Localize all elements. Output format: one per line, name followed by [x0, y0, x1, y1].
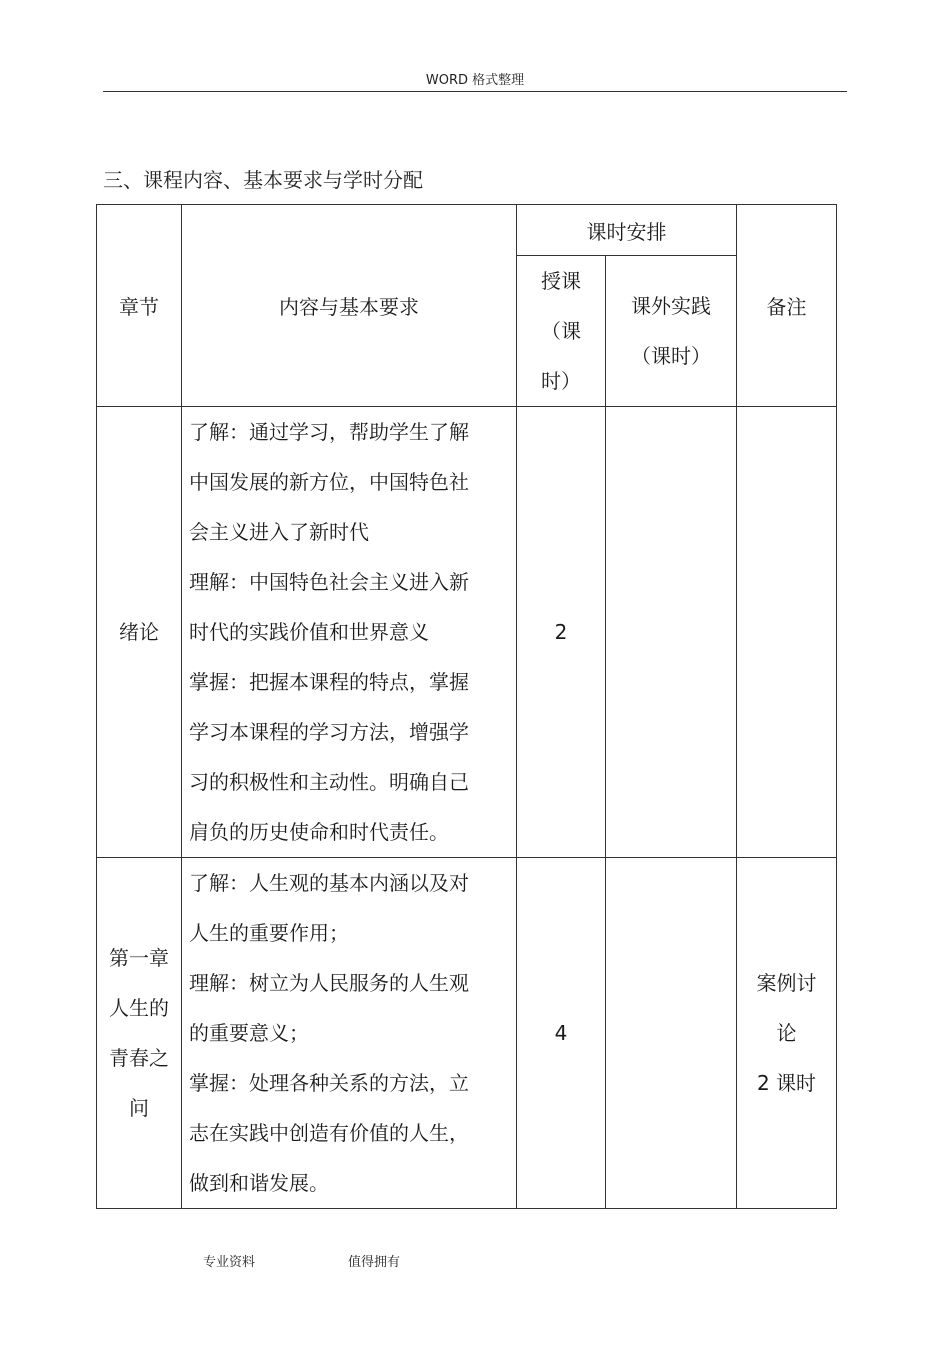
table-header-row [97, 205, 837, 256]
content-line: 的重要意义； [189, 1021, 309, 1045]
chapter-line: 青春之 [109, 1046, 169, 1070]
row-content [182, 858, 517, 1209]
row-remarks [737, 858, 837, 1209]
row-lecture-hours: 2 [517, 407, 606, 858]
header-lecture-line: 时） [541, 369, 581, 393]
row-content [182, 407, 517, 858]
footer-left-text: 专业资料 [203, 1255, 256, 1270]
content-line: 志在实践中创造有价值的人生， [189, 1121, 469, 1145]
header-content: 内容与基本要求 [182, 205, 517, 407]
content-line: 人生的重要作用； [189, 921, 349, 945]
content-line: 肩负的历史使命和时代责任。 [189, 820, 449, 844]
header-practice [606, 256, 737, 407]
content-line: 了解：人生观的基本内涵以及对 [189, 871, 469, 895]
content-line: 理解：树立为人民服务的人生观 [189, 971, 469, 995]
chapter-line: 人生的 [109, 996, 169, 1020]
row-chapter [97, 858, 182, 1209]
header-divider [103, 91, 847, 92]
table-row [97, 858, 837, 1209]
header-hours-group: 课时安排 [517, 205, 737, 256]
row-lecture-hours: 4 [517, 858, 606, 1209]
remarks-line: 论 [776, 1021, 797, 1045]
table-row [97, 407, 837, 858]
header-lecture [517, 256, 606, 407]
content-line: 掌握：处理各种关系的方法，立 [189, 1071, 469, 1095]
row-chapter [97, 407, 182, 858]
row-remarks [737, 407, 837, 858]
content-line: 中国发展的新方位，中国特色社 [189, 470, 469, 494]
course-schedule-table [96, 204, 837, 1209]
header-lecture-line: （课 [541, 319, 581, 343]
header-practice-line: 课外实践 [631, 294, 711, 318]
footer-right-text: 值得拥有 [348, 1255, 401, 1270]
header-chapter: 章节 [97, 205, 182, 407]
content-line: 掌握：把握本课程的特点，掌握 [189, 670, 469, 694]
content-line: 习的积极性和主动性。明确自己 [189, 770, 469, 794]
section-title: 三、课程内容、基本要求与学时分配 [103, 168, 423, 192]
header-lecture-line: 授课 [541, 269, 581, 293]
row-practice-hours [606, 858, 737, 1209]
content-line: 理解：中国特色社会主义进入新 [189, 570, 469, 594]
content-line: 时代的实践价值和世界意义 [189, 620, 429, 644]
page-header: WORD 格式整理 [425, 73, 525, 88]
chapter-line: 绪论 [119, 620, 159, 644]
content-line: 做到和谐发展。 [189, 1171, 329, 1195]
content-line: 学习本课程的学习方法，增强学 [189, 720, 469, 744]
remarks-line: 案例讨 [756, 971, 817, 995]
row-practice-hours [606, 407, 737, 858]
chapter-line: 问 [129, 1096, 149, 1120]
header-remarks: 备注 [737, 205, 837, 407]
content-line: 了解：通过学习，帮助学生了解 [189, 420, 469, 444]
remarks-line: 2 课时 [756, 1071, 817, 1095]
header-practice-line: （课时） [631, 344, 711, 368]
chapter-line: 第一章 [109, 946, 169, 970]
content-line: 会主义进入了新时代 [189, 520, 369, 544]
